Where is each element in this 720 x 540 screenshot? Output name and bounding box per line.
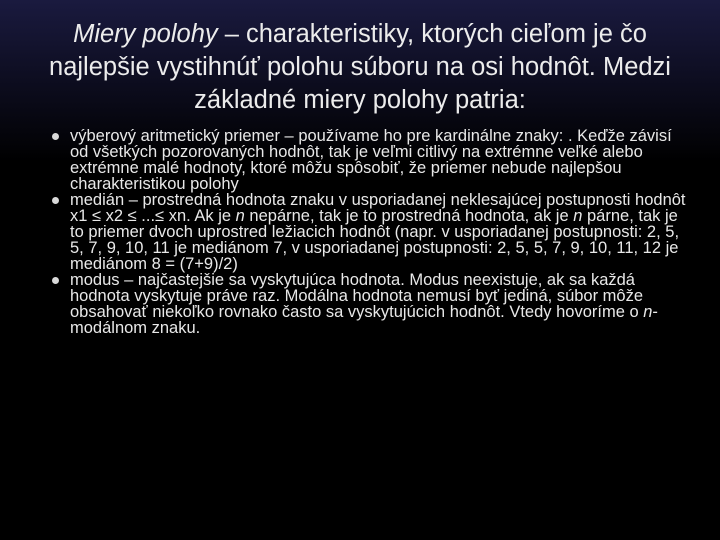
bullet-term: modus xyxy=(70,271,120,289)
bullet-text: – prostredná hodnota znaku v usporiadanej neklesajúcej postupnosti hodnôt x1 ≤ x2 ≤ ...≤ xn. Ak je xyxy=(70,191,686,225)
bullet-item-mean xyxy=(52,128,692,192)
bullet-variable: n xyxy=(235,207,245,225)
bullet-variable: n xyxy=(573,207,583,225)
bullet-variable: n xyxy=(643,303,653,321)
bullet-text: nepárne, tak je to prostredná hodnota, ak je xyxy=(244,207,574,225)
bullet-dot-icon xyxy=(52,197,59,204)
slide-title xyxy=(30,18,690,117)
bullet-item-mode xyxy=(52,272,692,336)
bullet-term: výberový aritmetický priemer xyxy=(70,127,280,145)
bullet-text: – používame ho pre kardinálne znaky: . Keďže závisí od všetkých pozorovaných hodnôt, tak je veľmi citlivý na extrémne veľké alebo extrémne malé hodnoty, ktoré môžu spôsobiť, že priemer nebude najlepšou charakteristikou polohy xyxy=(70,127,672,193)
bullet-text: párne, tak je to priemer dvoch uprostred ležiacich hodnôt (napr. v usporiadanej postupnosti: 2, 5, 5, 7, 9, 10, 11 je mediánom 7, v usporiadanej postupnosti: 2, 5, 5, 7, 9, 10, 11, 12 je mediánom 8 = (7+9)/2) xyxy=(70,207,680,273)
bullet-item-median xyxy=(52,192,692,272)
bullet-term: medián xyxy=(70,191,125,209)
title-italic-term: Miery polohy xyxy=(73,20,218,48)
bullet-dot-icon xyxy=(52,133,59,140)
bullet-list xyxy=(52,128,692,336)
bullet-text: -modálnom znaku. xyxy=(70,303,658,337)
bullet-text: – najčastejšie sa vyskytujúca hodnota. Modus neexistuje, ak sa každá hodnota vyskytuje práve raz. Modálna hodnota nemusí byť jediná, súbor môže obsahovať niekoľko rovnako často sa vyskytujúcich hodnôt. Vtedy hovoríme o xyxy=(70,271,644,321)
bullet-dot-icon xyxy=(52,277,59,284)
title-text: – charakteristiky, ktorých cieľom je čo najlepšie vystihnúť polohu súboru na osi hodnôt. Medzi základné miery polohy patria: xyxy=(49,20,671,114)
